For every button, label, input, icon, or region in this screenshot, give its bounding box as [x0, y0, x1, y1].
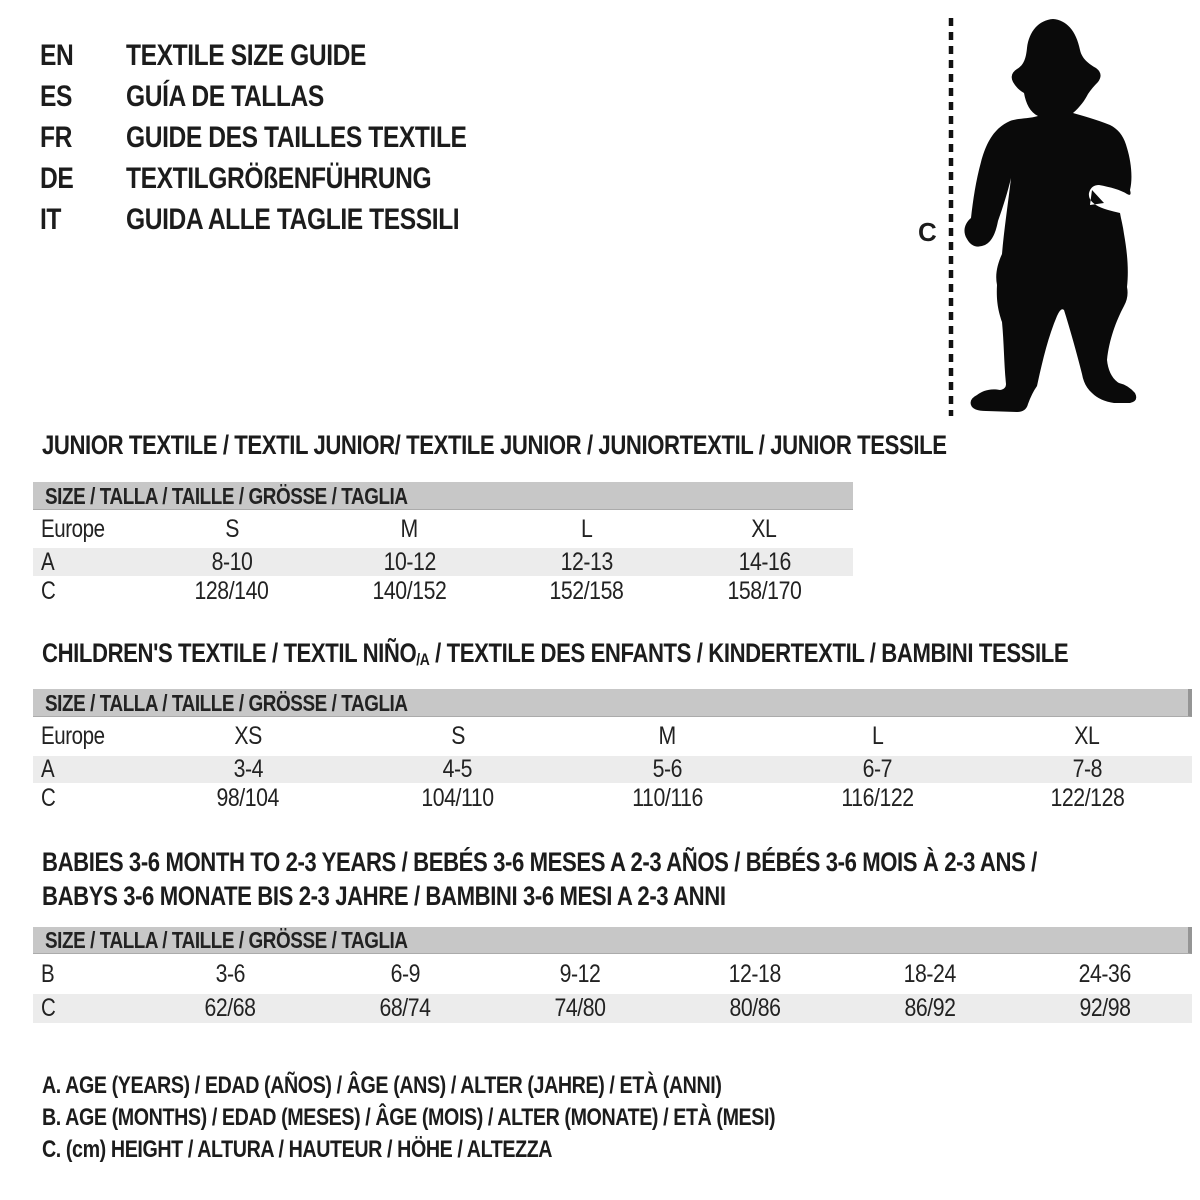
guide-title: TEXTILGRÖßENFÜHRUNG [126, 162, 432, 195]
footnote-age-years: A. AGE (YEARS) / EDAD (AÑOS) / ÂGE (ANS) / ALTER (JAHRE) / ETÀ (ANNI) [42, 1072, 722, 1099]
height-measure-label: C [918, 217, 937, 247]
guide-title: TEXTILE SIZE GUIDE [126, 39, 367, 72]
section-heading-babies-line1: BABIES 3-6 MONTH TO 2-3 YEARS / BEBÉS 3-6 MESES A 2-3 AÑOS / BÉBÉS 3-6 MOIS À 2-3 ANS / [42, 847, 1037, 877]
row-label: C [41, 576, 56, 605]
children-size-table [33, 689, 1192, 813]
language-title-list [40, 35, 542, 240]
footnote-age-months: B. AGE (MONTHS) / EDAD (MESES) / ÂGE (MOIS) / ALTER (MONATE) / ETÀ (MESI) [42, 1104, 776, 1131]
guide-title: GUIDE DES TAILLES TEXTILE [126, 121, 467, 154]
guide-title: GUIDA ALLE TAGLIE TESSILI [126, 203, 460, 236]
row-label: C [41, 783, 56, 812]
row-label: A [41, 547, 55, 576]
row-label: B [41, 959, 55, 988]
size-header-bar: SIZE / TALLA / TAILLE / GRÖSSE / TAGLIA [33, 482, 853, 510]
toddler-silhouette-icon [940, 12, 1145, 420]
table-row-months: B 3-6 6-9 9-12 12-18 18-24 24-36 [41, 959, 1131, 988]
language-row [40, 35, 542, 76]
language-code: FR [40, 121, 72, 154]
section-heading-junior: JUNIOR TEXTILE / TEXTIL JUNIOR/ TEXTILE JUNIOR / JUNIORTEXTIL / JUNIOR TESSILE [42, 430, 947, 460]
section-heading-babies-line2: BABYS 3-6 MONATE BIS 2-3 JAHRE / BAMBINI 3-6 MESI A 2-3 ANNI [42, 881, 726, 911]
size-header-bar: SIZE / TALLA / TAILLE / GRÖSSE / TAGLIA [33, 927, 1192, 954]
language-row [40, 117, 542, 158]
language-row [40, 76, 542, 117]
table-row-height: C 128/140 140/152 152/158 158/170 [41, 576, 802, 605]
size-header-bar: SIZE / TALLA / TAILLE / GRÖSSE / TAGLIA [33, 689, 1192, 717]
section-heading-children: CHILDREN'S TEXTILE / TEXTIL NIÑO/A / TEXTILE DES ENFANTS / KINDERTEXTIL / BAMBINI TESSILE [42, 638, 1069, 669]
nino-a-suffix: /A [416, 650, 430, 669]
table-row-europe: Europe XS S M L XL [41, 722, 1100, 750]
footnote-height-cm: C. (cm) HEIGHT / ALTURA / HAUTEUR / HÖHE / ALTEZZA [42, 1136, 553, 1163]
junior-size-table [33, 482, 853, 606]
table-row-age: A 3-4 4-5 5-6 6-7 7-8 [33, 756, 1192, 783]
language-code: IT [40, 203, 62, 236]
table-row-europe: Europe S M L XL [41, 514, 777, 543]
table-row-height: C 62/68 68/74 74/80 80/86 86/92 92/98 [33, 994, 1192, 1023]
language-code: ES [40, 80, 73, 113]
babies-size-table [33, 927, 1192, 1023]
language-row [40, 158, 542, 199]
row-label: Europe [41, 722, 105, 750]
language-code: EN [40, 39, 74, 72]
row-label: Europe [41, 514, 105, 543]
row-label: C [41, 994, 56, 1022]
guide-title: GUÍA DE TALLAS [126, 80, 325, 113]
language-code: DE [40, 162, 74, 195]
table-row-height: C 98/104 104/110 110/116 116/122 122/128 [41, 783, 1124, 812]
language-row [40, 199, 542, 240]
table-row-age: A 8-10 10-12 12-13 14-16 [33, 548, 853, 576]
row-label: A [41, 755, 55, 783]
